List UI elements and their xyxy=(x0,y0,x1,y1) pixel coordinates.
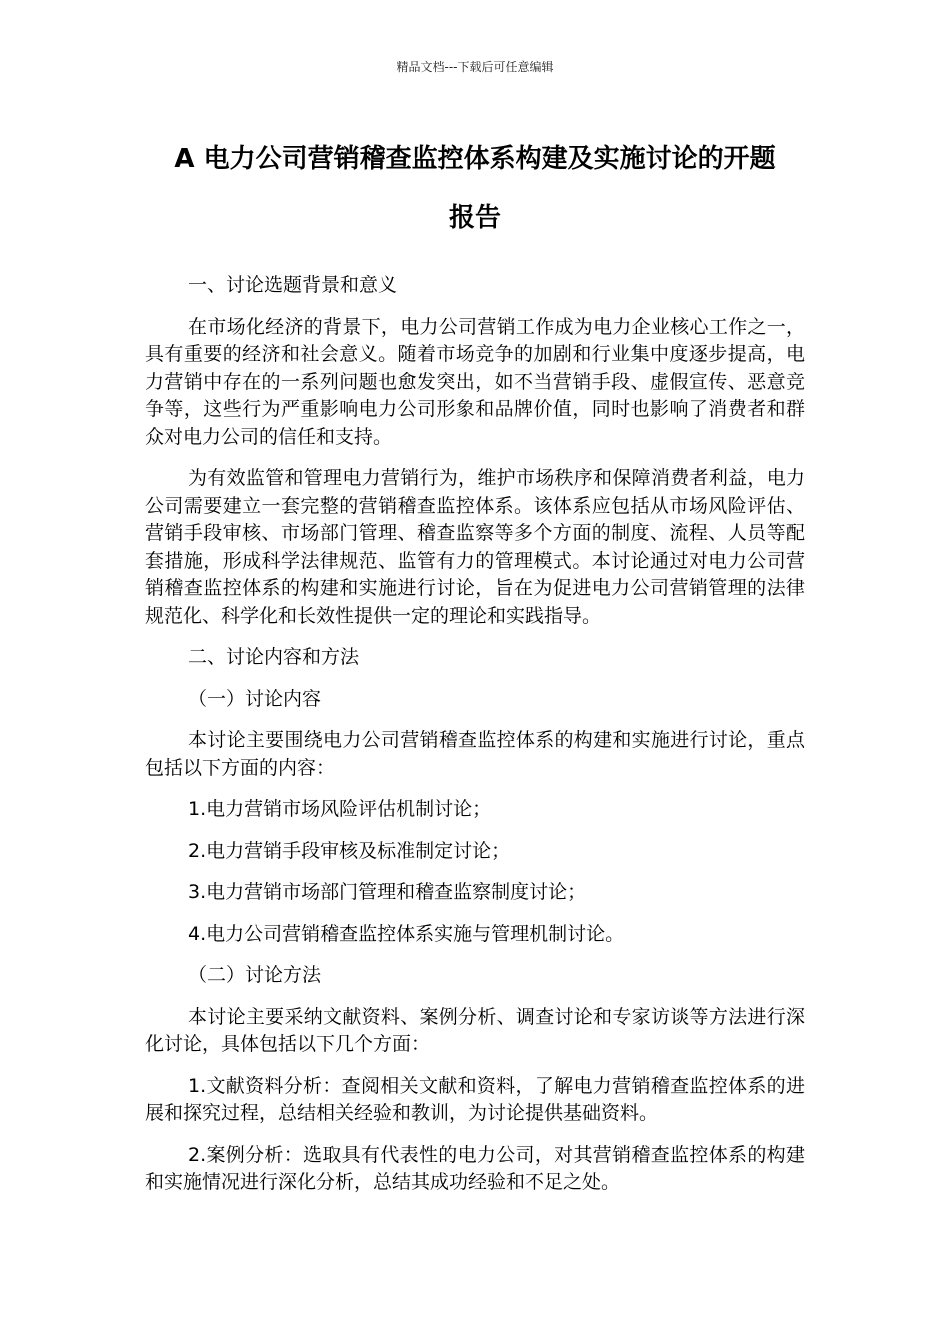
content-list-item: 4.电力公司营销稽查监控体系实施与管理机制讨论。 xyxy=(188,922,625,945)
section-1-paragraph-1: 在市场化经济的背景下，电力公司营销工作成为电力企业核心工作之一，具有重要的经济和社会意义。随着市场竞争的加剧和行业集中度逐步提高，电力营销中存在的一系列问题也愈发突出，如不当营销手段、虚假宣传、恶意竞争等，这些行为严重影响电力公司形象和品牌价值，同时也影响了消费者和群众对电力公司的信任和支持。 xyxy=(145,315,805,448)
method-list-item: 2.案例分析：选取具有代表性的电力公司，对其营销稽查监控体系的构建和实施情况进行深化分析，总结其成功经验和不足之处。 xyxy=(145,1143,805,1193)
section-2-content-intro: 本讨论主要围绕电力公司营销稽查监控体系的构建和实施进行讨论，重点包括以下方面的内容： xyxy=(145,729,805,779)
section-2-heading: 二、讨论内容和方法 xyxy=(188,646,360,668)
section-1-paragraph-2: 为有效监管和管理电力营销行为，维护市场秩序和保障消费者利益，电力公司需要建立一套完整的营销稽查监控体系。该体系应包括从市场风险评估、营销手段审核、市场部门管理、稽查监察等多个方面的制度、流程、人员等配套措施，形成科学法律规范、监管有力的管理模式。本讨论通过对电力公司营销稽查监控体系的构建和实施进行讨论，旨在为促进电力公司营销管理的法律规范化、科学化和长效性提供一定的理论和实践指导。 xyxy=(145,467,805,627)
section-1-heading: 一、讨论选题背景和意义 xyxy=(188,274,398,296)
section-2-subheading-method: （二）讨论方法 xyxy=(188,964,322,986)
section-2-subheading-content: （一）讨论内容 xyxy=(188,687,322,710)
content-list-item: 3.电力营销市场部门管理和稽查监察制度讨论； xyxy=(188,881,587,903)
page-header: 精品文档---下载后可任意编辑 xyxy=(396,60,554,74)
method-list-item: 1.文献资料分析：查阅相关文献和资料，了解电力营销稽查监控体系的进展和探究过程，总结相关经验和教训，为讨论提供基础资料。 xyxy=(145,1074,805,1124)
document-title-line-2: 报告 xyxy=(448,203,501,233)
content-list-item: 1.电力营销市场风险评估机制讨论； xyxy=(188,798,492,820)
section-2-method-intro: 本讨论主要采纳文献资料、案例分析、调查讨论和专家访谈等方法进行深化讨论，具体包括以下几个方面： xyxy=(145,1005,805,1055)
content-list-item: 2.电力营销手段审核及标准制定讨论； xyxy=(188,839,511,862)
document-title-line-1: A 电力公司营销稽查监控体系构建及实施讨论的开题 xyxy=(174,144,776,174)
document-body xyxy=(145,272,805,1211)
